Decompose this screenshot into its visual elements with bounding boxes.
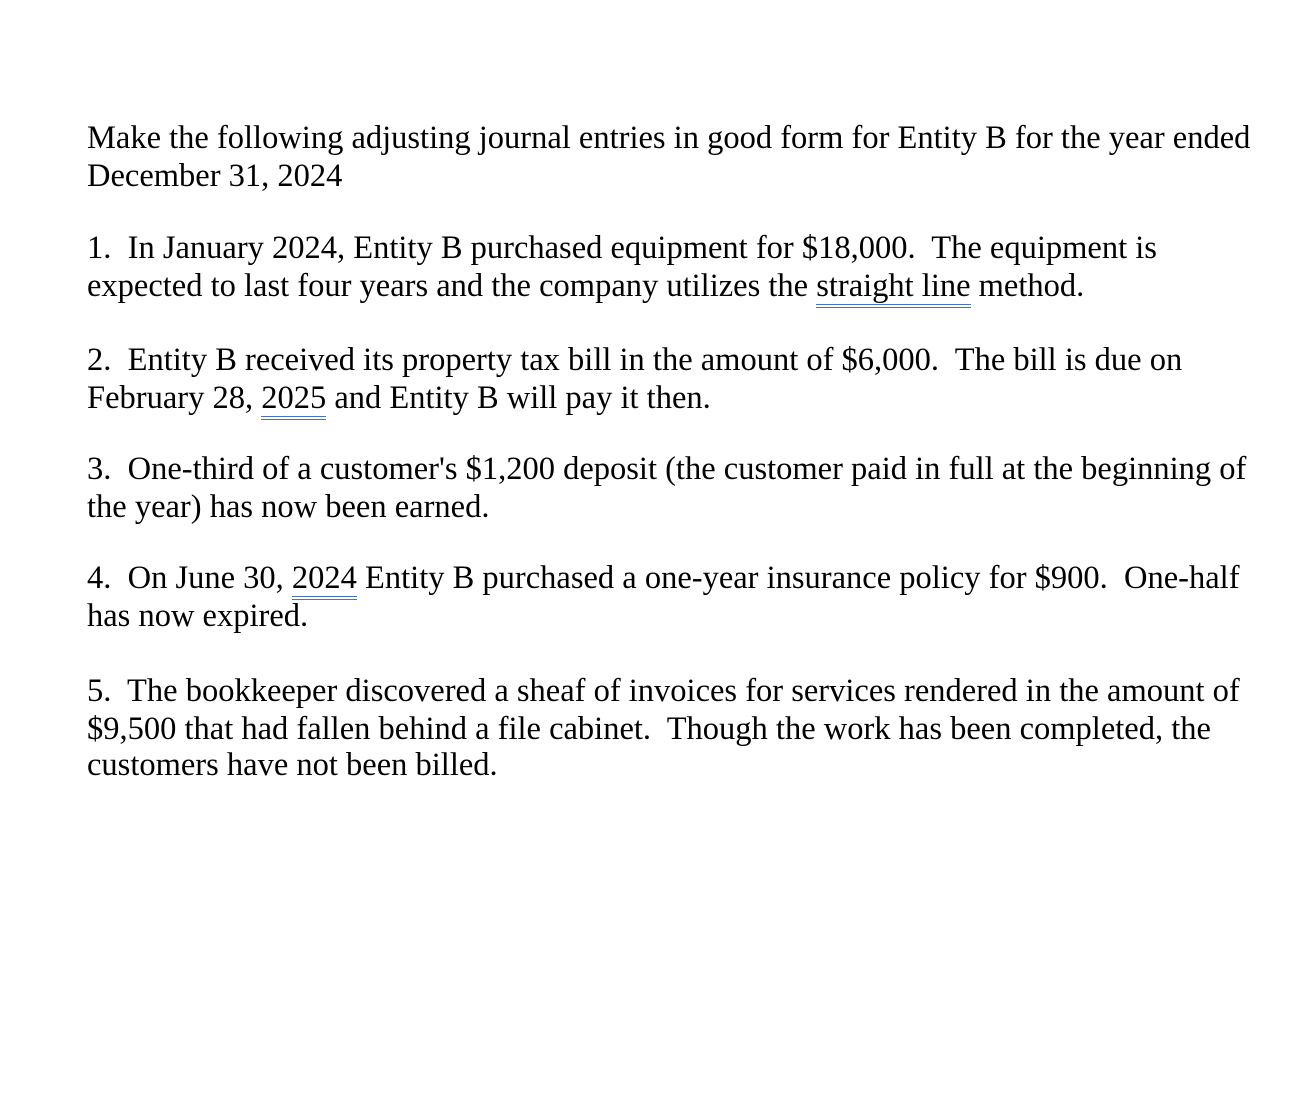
item-4-paragraph <box>87 559 1267 635</box>
grammar-flag-straight-line[interactable]: straight line <box>816 268 970 308</box>
intro-paragraph <box>87 119 1267 195</box>
item-5-line-3: customers have not been billed. <box>87 747 498 783</box>
item-5-line-2: $9,500 that had fallen behind a file cabinet. Though the work has been completed, the <box>87 711 1211 747</box>
item-5-number: 5. <box>87 673 112 709</box>
grammar-flag-2024[interactable]: 2024 <box>292 560 357 600</box>
paragraph-spacer <box>87 635 1267 672</box>
item-1-line-2-start: expected to last four years and the company utilizes the <box>87 268 817 304</box>
item-2-line-2-start: February 28, <box>87 380 262 416</box>
item-5-line-1: The bookkeeper discovered a sheaf of invoices for services rendered in the amount of <box>127 673 1240 709</box>
item-3-paragraph <box>87 450 1267 526</box>
paragraph-spacer <box>87 417 1267 450</box>
document-body <box>87 119 1267 784</box>
item-3-number: 3. <box>87 451 112 487</box>
item-5-paragraph <box>87 672 1267 784</box>
item-4-line-2: has now expired. <box>87 598 309 634</box>
item-2-number: 2. <box>87 342 112 378</box>
intro-line-2: December 31, 2024 <box>87 158 343 194</box>
paragraph-spacer <box>87 195 1267 229</box>
item-4-line-1-end: Entity B purchased a one-year insurance policy for $900. One-half <box>356 560 1240 596</box>
paragraph-spacer <box>87 526 1267 559</box>
paragraph-spacer <box>87 305 1267 341</box>
item-2-paragraph <box>87 341 1267 417</box>
item-3-line-1: One-third of a customer's $1,200 deposit (the customer paid in full at the beginning of <box>127 451 1247 487</box>
item-4-line-1-start: On June 30, <box>127 560 292 596</box>
intro-line-1: Make the following adjusting journal entries in good form for Entity B for the year ended <box>87 120 1251 156</box>
item-1-paragraph <box>87 229 1267 305</box>
item-1-number: 1. <box>87 230 112 266</box>
item-3-line-2: the year) has now been earned. <box>87 489 490 525</box>
item-4-number: 4. <box>87 560 112 596</box>
item-2-line-2-end: and Entity B will pay it then. <box>326 380 711 416</box>
item-2-line-1: Entity B received its property tax bill in the amount of $6,000. The bill is due on <box>127 342 1183 378</box>
grammar-flag-2025[interactable]: 2025 <box>261 380 326 420</box>
item-1-line-1: In January 2024, Entity B purchased equipment for $18,000. The equipment is <box>127 230 1157 266</box>
item-1-line-2-end: method. <box>970 268 1085 304</box>
